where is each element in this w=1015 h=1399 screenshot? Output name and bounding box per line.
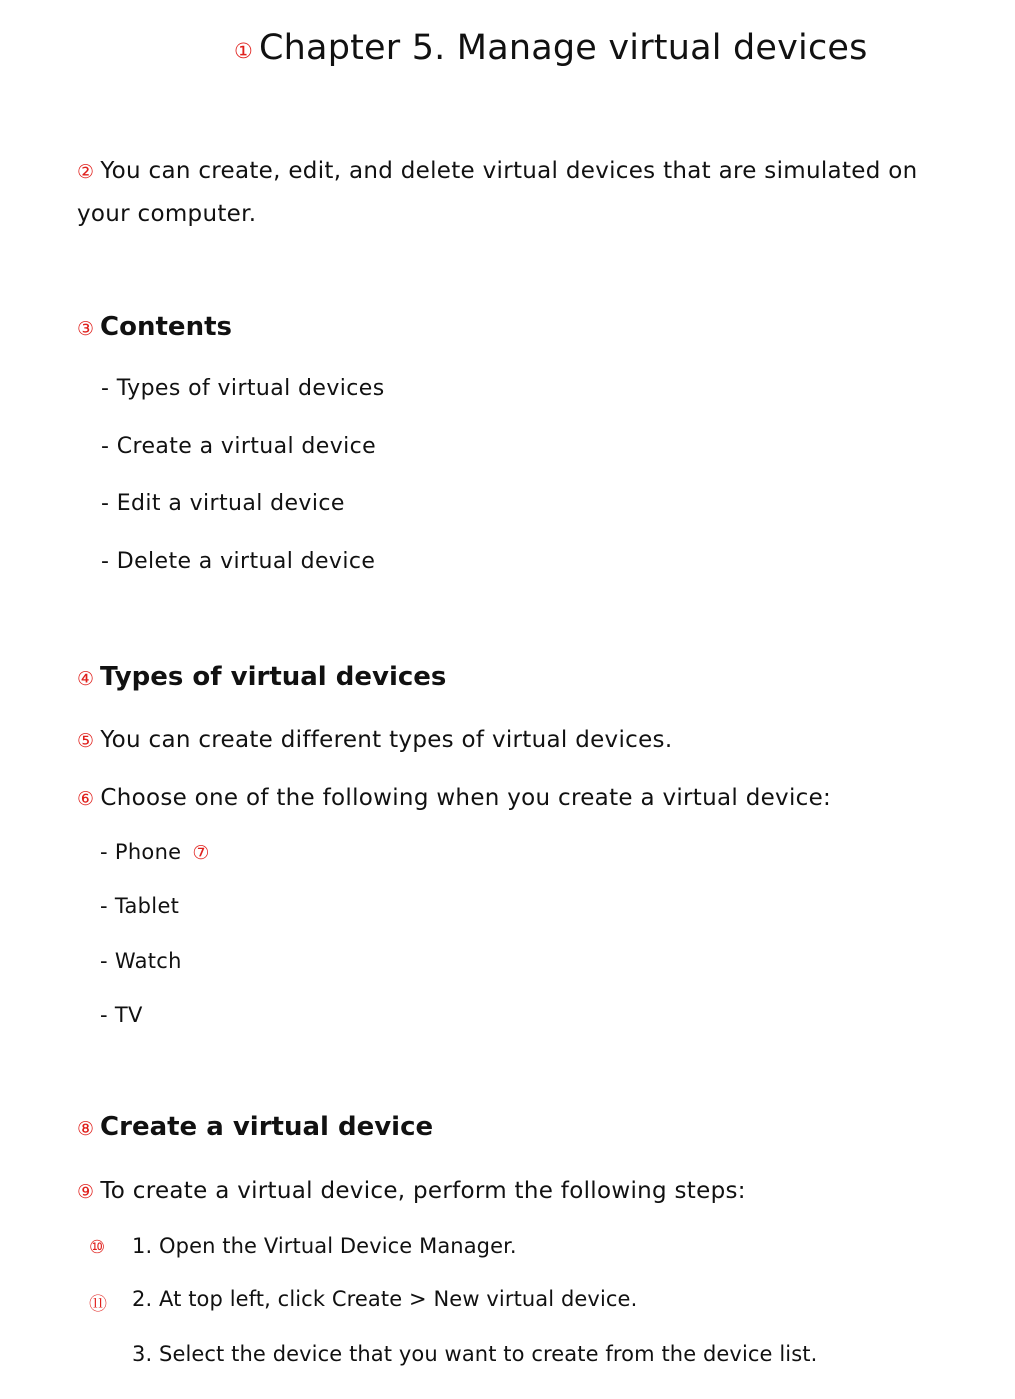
contents-link-types[interactable] [101, 376, 385, 401]
page-title [234, 28, 868, 68]
types-paragraph-1 [77, 719, 672, 762]
annotation-marker: ⑤ [77, 730, 95, 752]
device-type-label: - Tablet [100, 894, 180, 918]
device-type-tablet [100, 894, 179, 918]
contents-link-create[interactable] [101, 434, 376, 459]
device-type-phone [100, 840, 210, 864]
annotation-marker: ⑪ [89, 1294, 107, 1315]
types-paragraph-2 [77, 777, 831, 820]
contents-item-label: - Edit a virtual device [101, 491, 345, 516]
contents-link-edit[interactable] [101, 491, 345, 516]
create-intro [77, 1170, 746, 1213]
step-2: 2. At top left, click Create > New virtual device. [132, 1287, 638, 1311]
annotation-marker: ⑨ [77, 1181, 95, 1203]
annotation-marker: ⑦ [192, 842, 210, 864]
contents-item-label: - Create a virtual device [101, 434, 377, 459]
types-heading-text: Types of virtual devices [100, 662, 447, 692]
intro-text: You can create, edit, and delete virtual devices that are simulated on your computer. [77, 158, 918, 227]
device-type-watch [100, 949, 182, 973]
annotation-marker: ③ [77, 318, 95, 340]
device-type-tv [100, 1003, 143, 1027]
annotation-marker: ④ [77, 668, 95, 690]
types-heading [77, 662, 446, 692]
device-type-label: - TV [100, 1003, 143, 1027]
annotation-marker: ⑩ [89, 1237, 106, 1258]
annotation-marker: ① [234, 39, 254, 63]
contents-item-label: - Delete a virtual device [101, 549, 376, 574]
device-type-label: - Watch [100, 949, 182, 973]
paragraph-text: To create a virtual device, perform the following steps: [100, 1178, 746, 1204]
step-3: 3. Select the device that you want to create from the device list. [132, 1342, 818, 1366]
create-heading [77, 1112, 433, 1142]
step-1: 1. Open the Virtual Device Manager. [132, 1234, 517, 1258]
annotation-marker: ⑧ [77, 1118, 95, 1140]
contents-heading-text: Contents [100, 312, 232, 342]
contents-heading [77, 312, 232, 342]
paragraph-text: You can create different types of virtual devices. [100, 727, 673, 753]
page-title-text: Chapter 5. Manage virtual devices [259, 28, 868, 68]
contents-item-label: - Types of virtual devices [101, 376, 385, 401]
paragraph-text: Choose one of the following when you create a virtual device: [100, 785, 832, 811]
intro-paragraph [77, 150, 937, 235]
annotation-marker: ② [77, 161, 95, 183]
contents-link-delete[interactable] [101, 549, 375, 574]
annotation-marker: ⑥ [77, 788, 95, 810]
create-heading-text: Create a virtual device [100, 1112, 434, 1142]
device-type-label: - Phone [100, 840, 182, 864]
